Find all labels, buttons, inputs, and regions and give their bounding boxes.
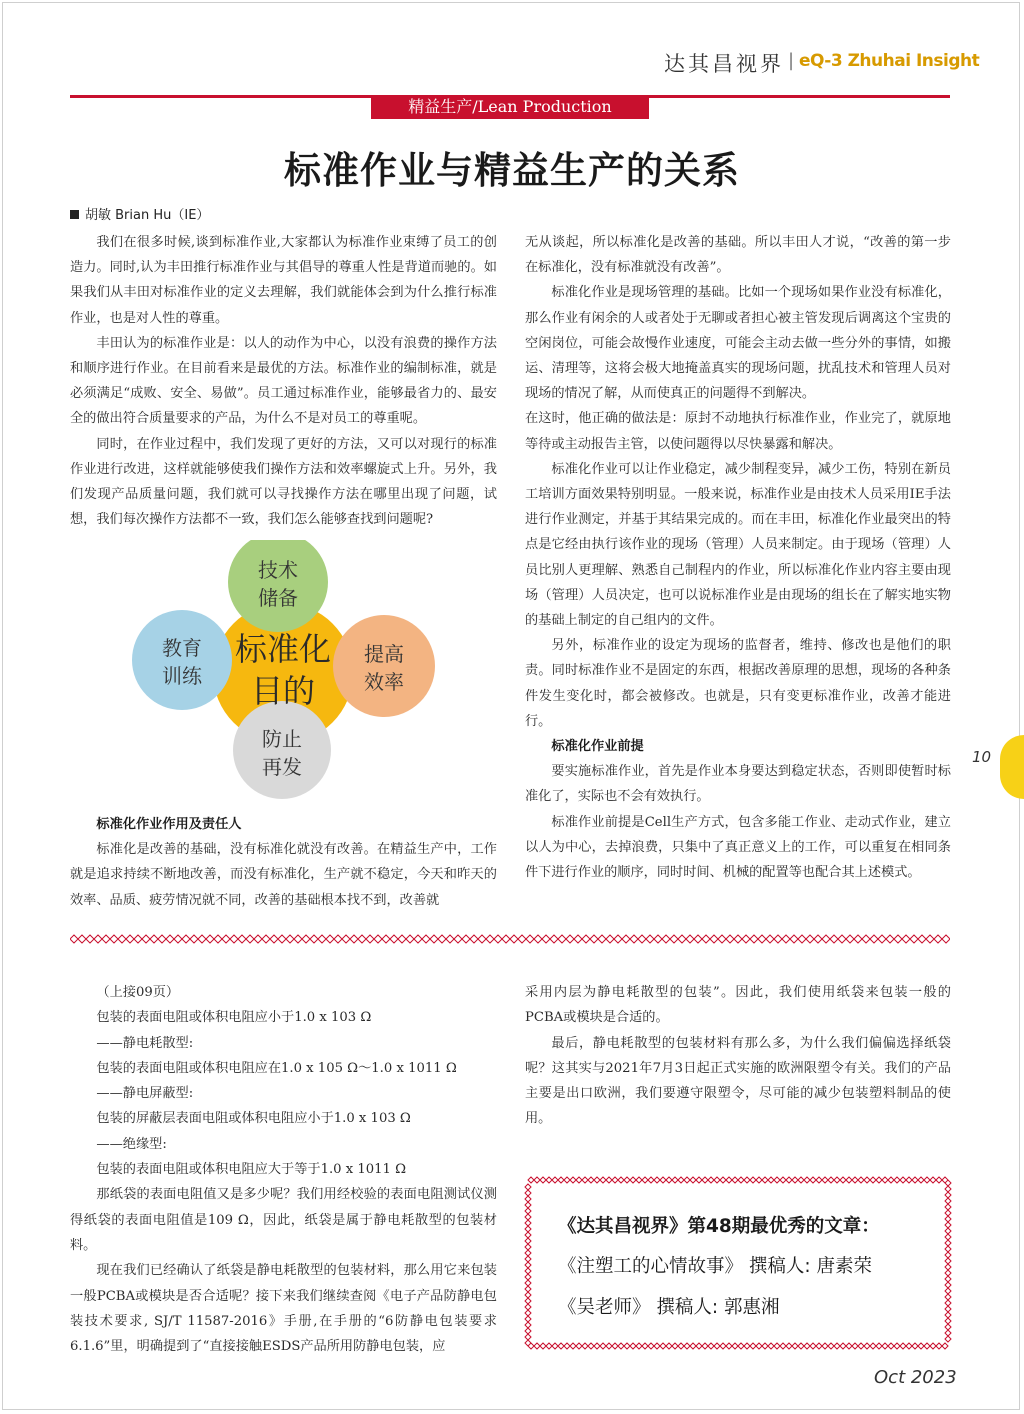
spec-line: ——静电屏蔽型: bbox=[96, 1086, 194, 1102]
paragraph: 标准化作业是现场管理的基础。比如一个现场如果作业没有标准化，那么作业有闲余的人或者处于无聊或者担心被主管发现后调离这个宝贵的空闲岗位，可能会故慢作业速度，可能会主动去做一些分外的事情，如搬运、清理等，这将会极大地掩盖真实的现场问题，扰乱技术和管理人员对现场的情况了解，从而使真正的问题得不到解决。 bbox=[525, 285, 951, 402]
page-number: 10 bbox=[972, 748, 992, 766]
diagram-right-label-2: 效率 bbox=[364, 670, 404, 694]
spec-line: ——静电耗散型: bbox=[96, 1035, 194, 1051]
spec-line: ——绝缘型: bbox=[96, 1136, 167, 1152]
spec-line: 包装的表面电阻或体积电阻应小于1.0 x 103 Ω bbox=[96, 1010, 372, 1026]
bullet-square-icon bbox=[70, 210, 79, 219]
section-tag: 精益生产/Lean Production bbox=[371, 95, 649, 119]
paragraph: 标准作业前提是Cell生产方式，包含多能工作业、走动式作业，建立以人为中心，去掉浪费，只集中了真正意义上的工作，可以重复在相同条件下进行作业的顺序，同时时间、机械的配置等也配合其上述模式。 bbox=[525, 814, 951, 881]
diagram-bottom-label-1: 防止 bbox=[262, 727, 302, 751]
diagram-bottom-label-2: 再发 bbox=[262, 755, 302, 779]
section-heading: 标准化作业前提 bbox=[551, 739, 644, 755]
magazine-title-cn: 达其昌视界 bbox=[664, 52, 784, 76]
award-heading: 《达其昌视界》第48期最优秀的文章： bbox=[558, 1216, 880, 1237]
divider-pattern bbox=[70, 935, 950, 943]
paragraph: 在这时，他正确的做法是：原封不动地执行标准作业，作业完了，就原地等待或主动报告主管，以使问题得以尽快暴露和解决。 bbox=[525, 411, 951, 452]
paragraph: 丰田认为的标准作业是：以人的动作为中心，以没有浪费的操作方法和顺序进行作业。在目前看来是最优的方法。标准作业的编制标准，就是必须满足“成败、安全、易做”。员工通过标准作业，能够最省力的、最安全的做出符合质量要求的产品，为什么不是对员工的尊重呢。 bbox=[70, 335, 497, 427]
paragraph: 我们在很多时候,谈到标准作业,大家都认为标准作业束缚了员工的创造力。同时,认为丰田推行标准作业与其倡导的尊重人性是背道而驰的。如果我们从丰田对标准作业的定义去理解，我们就能体会到为什么推行标准作业，也是对人性的尊重。 bbox=[70, 235, 497, 326]
paragraph: 采用内层为静电耗散型的包装”。因此，我们使用纸袋来包装一般的PCBA或模块是合适的。 bbox=[525, 985, 951, 1026]
paragraph: 同时，在作业过程中，我们发现了更好的方法，又可以对现行的标准作业进行改进，这样就能够使我们操作方法和效率螺旋式上升。另外，我们发现产品质量问题，我们就可以寻找操作方法在哪里出现了问题，试想，我们每次操作方法都不一致，我们怎么能够查找到问题呢? bbox=[70, 436, 497, 528]
diagram-center-label-1: 标准化 bbox=[234, 630, 332, 668]
paragraph: 标准化是改善的基础，没有标准化就没有改善。在精益生产中，工作就是追求持续不断地改善，而没有标准化，生产就不稳定，今天和昨天的效率、品质、疲劳情况就不同，改善的基础根本找不到，改善就 bbox=[70, 842, 497, 908]
article-column-2 bbox=[525, 230, 951, 885]
section-heading: 标准化作业作用及责任人 bbox=[96, 817, 242, 832]
magazine-title-en: eQ-3 Zhuhai Insight bbox=[799, 51, 980, 71]
article-column-1 bbox=[70, 230, 497, 532]
diagram-left-label-2: 训练 bbox=[162, 664, 202, 688]
decorative-divider bbox=[70, 933, 950, 945]
diagram-top-label-2: 储备 bbox=[258, 586, 298, 610]
diagram-center-label-2: 目的 bbox=[250, 672, 316, 710]
issue-date: Oct 2023 bbox=[874, 1367, 957, 1388]
paragraph: （上接09页） bbox=[96, 985, 180, 1000]
paragraph: 要实施标准作业，首先是作业本身要达到稳定状态，否则即使暂时标准化了，实际也不会有效执行。 bbox=[525, 764, 951, 805]
paragraph: 标准化作业可以让作业稳定，减少制程变异，减少工伤，特别在新员工培训方面效果特别明显。一般来说，标准作业是由技术人员采用IE手法进行作业测定，并基于其结果完成的。而在丰田，标准化作业最突出的特点是它经由执行该作业的现场（管理）人员来制定。由于现场（管理）人员比别人更理解、熟悉自己制程内的作业，所以标准化作业内容主要由现场（管理）人员决定，也可以说标准作业是由现场的组长在了解实地实物的基础上制定的自己组内的文件。 bbox=[525, 461, 951, 629]
spec-line: 包装的表面电阻或体积电阻应在1.0 x 105 Ω～1.0 x 1011 Ω bbox=[96, 1060, 457, 1076]
article-column-1-lower bbox=[70, 812, 497, 913]
paragraph: 无从谈起，所以标准化是改善的基础。所以丰田人才说，“改善的第一步在标准化，没有标准就没有改善”。 bbox=[525, 235, 951, 276]
article-title: 标准作业与精益生产的关系 bbox=[284, 148, 740, 192]
diagram-right-label-1: 提高 bbox=[364, 642, 404, 666]
continued-column-2 bbox=[525, 980, 951, 1132]
paragraph: 那纸袋的表面电阻值又是多少呢？我们用经校验的表面电阻测试仪测得纸袋的表面电阻值是109 Ω，因此，纸袋是属于静电耗散型的包装材料。 bbox=[70, 1187, 497, 1253]
diagram-left-label-1: 教育 bbox=[162, 636, 202, 660]
spec-line: 包装的表面电阻或体积电阻应大于等于1.0 x 1011 Ω bbox=[96, 1162, 407, 1178]
diagram-left-circle bbox=[132, 610, 232, 710]
paragraph: 最后，静电耗散型的包装材料有那么多，为什么我们偏偏选择纸袋呢？这其实与2021年7月3日起正式实施的欧洲限塑令有关。我们的产品主要是出口欧洲，我们要遵守限塑令，尽可能的减少包装塑料制品的使用。 bbox=[525, 1035, 951, 1127]
paragraph: 现在我们已经确认了纸袋是静电耗散型的包装材料，那么用它来包装一般PCBA或模块是否合适呢？接下来我们继续查阅《电子产品防静电包装技术要求, SJ/T 11587-2016》手册,在手册的“6防静电包装要求6.1.6”里，明确提到了“直接接触ESDS产品所用防静电包装，应 bbox=[70, 1263, 497, 1355]
standardization-purpose-diagram bbox=[120, 540, 450, 800]
author-line bbox=[70, 204, 209, 223]
paragraph: 另外，标准作业的设定为现场的监督者，维持、修改也是他们的职责。同时标准作业不是固定的东西，根据改善原理的思想，现场的各种条件发生变化时，都会被修改。也就是，只有变更标准作业，改善才能进行。 bbox=[525, 638, 951, 729]
diagram-right-circle bbox=[333, 615, 435, 717]
award-article-2: 《吴老师》 撰稿人: 郭惠湘 bbox=[558, 1297, 780, 1318]
masthead-separator: | bbox=[788, 50, 795, 71]
continued-column-1 bbox=[70, 980, 497, 1359]
spec-line: 包装的屏蔽层表面电阻或体积电阻应小于1.0 x 103 Ω bbox=[96, 1111, 411, 1127]
diagram-top-label-1: 技术 bbox=[258, 558, 298, 582]
author-name: 胡敏 Brian Hu（IE） bbox=[85, 208, 210, 223]
award-article-1: 《注塑工的心情故事》 撰稿人: 唐素荣 bbox=[558, 1256, 872, 1277]
